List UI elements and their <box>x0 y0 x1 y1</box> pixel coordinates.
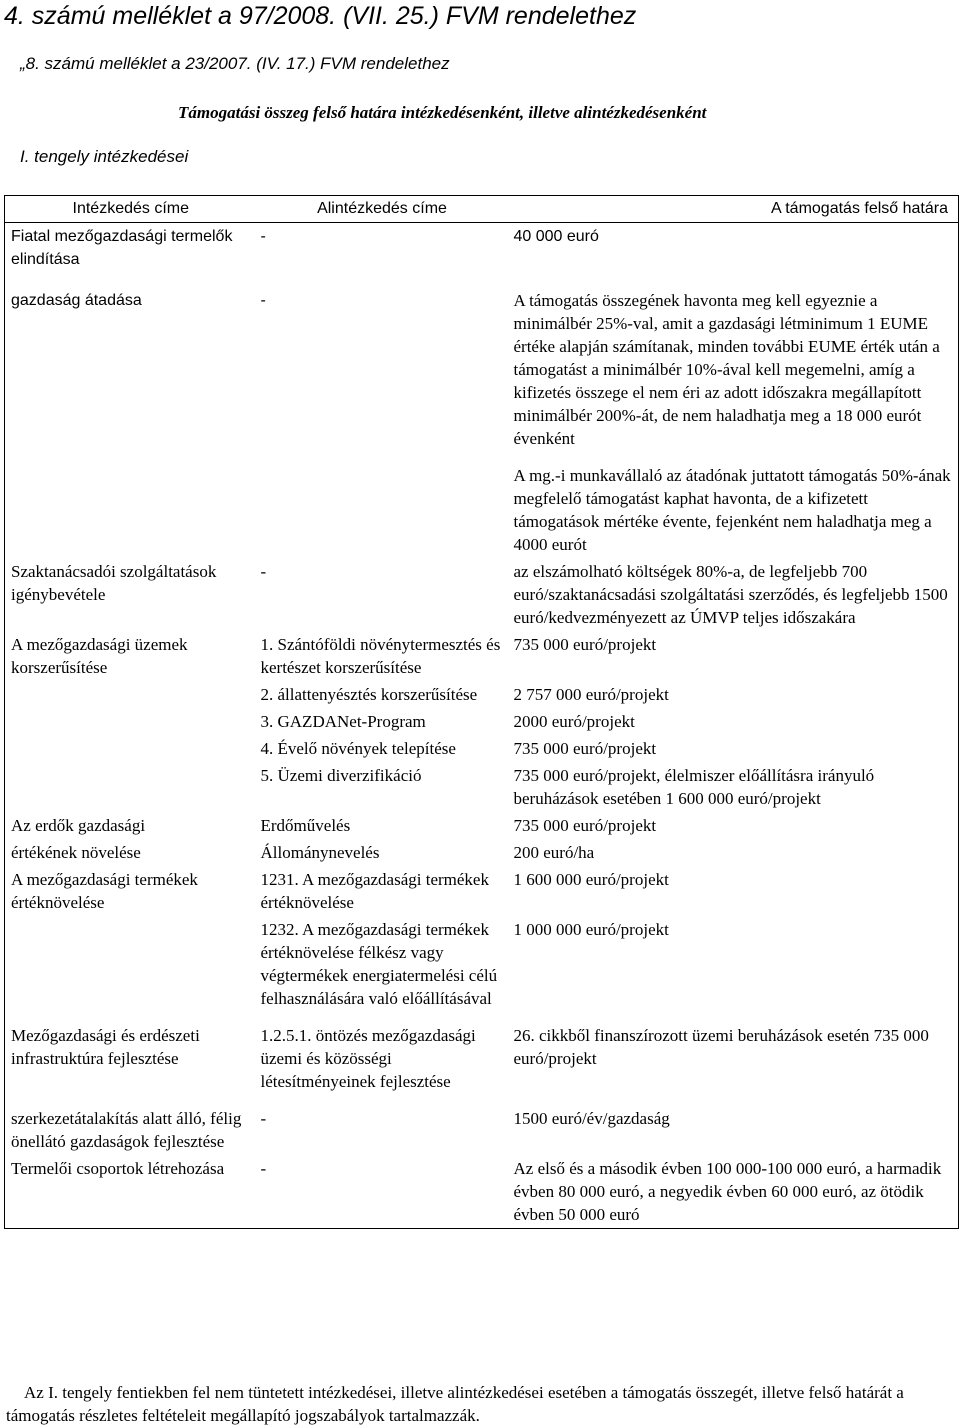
footer-note: Az I. tengely fentiekben fel nem tüntetett intézkedései, illetve alintézkedései esetében a támogatás összegét, illetve felső határát a támogatás részletes feltételeit megállapító jogszabályok tartalmazzák. <box>6 1383 904 1425</box>
annex-subheading: „8. számú melléklet a 23/2007. (IV. 17.) FVM rendelethez <box>20 54 450 73</box>
table-row <box>5 812 959 839</box>
measure-cell: szerkezetátalakítás alatt álló, félig önellátó gazdaságok fejlesztése <box>5 1105 255 1155</box>
column-header-limit: A támogatás felső határa <box>508 196 959 223</box>
limit-cell: 200 euró/ha <box>508 839 959 866</box>
support-limits-table <box>4 195 959 1229</box>
table-row <box>5 866 959 916</box>
limit-text-secondary: A mg.-i munkavállaló az átadónak juttatott támogatás 50%-ának megfelelő támogatást kaphat havonta, de a kifizetett támogatások mértéke évente, fejenként nem haladhatja meg a 4000 eurót <box>513 466 951 554</box>
submeasure-cell: Erdőművelés <box>260 816 351 835</box>
measure-cell: Fiatal mezőgazdasági termelők elindítása <box>5 223 255 274</box>
measure-cell: Mezőgazdasági és erdészeti infrastruktúra fejlesztése <box>5 1022 255 1105</box>
measure-cell: Termelői csoportok létrehozása <box>5 1155 255 1229</box>
submeasure-cell: 2. állattenyésztés korszerűsítése <box>260 685 478 704</box>
submeasure-cell: - <box>260 1109 267 1128</box>
column-header-submeasure: Alintézkedés címe <box>255 196 508 223</box>
limit-cell: 2 757 000 euró/projekt <box>508 681 959 708</box>
limit-cell: 735 000 euró/projekt <box>508 812 959 839</box>
submeasure-cell: 5. Üzemi diverzifikáció <box>260 766 422 785</box>
table-row <box>5 1022 959 1105</box>
limit-cell: 1 000 000 euró/projekt <box>508 916 959 1022</box>
measure-cell: Szaktanácsadói szolgáltatások igénybevétele <box>5 558 255 631</box>
table-row <box>5 1155 959 1229</box>
limit-cell: 1 600 000 euró/projekt <box>508 866 959 916</box>
submeasure-cell: - <box>255 1155 508 1229</box>
limit-cell: 735 000 euró/projekt <box>508 631 959 681</box>
limit-cell: 40 000 euró <box>508 223 959 274</box>
section-title: I. tengely intézkedései <box>20 147 189 166</box>
limit-cell <box>508 287 959 558</box>
table-row <box>5 558 959 631</box>
limit-cell: 735 000 euró/projekt, élelmiszer előállításra irányuló beruházások esetében 1 600 000 euró/projekt <box>508 762 959 812</box>
limit-cell: 735 000 euró/projekt <box>508 735 959 762</box>
measure-cell: Az erdők gazdasági <box>5 812 255 839</box>
column-header-measure: Intézkedés címe <box>5 196 255 223</box>
measure-cell: értékének növelése <box>5 839 255 866</box>
limit-text: A támogatás összegének havonta meg kell egyeznie a minimálbér 25%-val, amit a gazdasági létminimum 1 EUME értéke alapján számítanak, minden további EUME érték után a támogatást a minimálbér 10%-ával kell megemelni, amíg a kifizetés összege el nem éri az adott időszakra megállapított minimálbér 200%-át, de nem haladhatja meg a 18 000 eurót évenként <box>513 291 940 448</box>
submeasure-cell: 1232. A mezőgazdasági termékek értéknövelése félkész vagy végtermékek energiatermelési célú felhasználására való előállításával <box>260 920 498 1008</box>
submeasure-cell: 3. GAZDANet-Program <box>260 712 426 731</box>
table-row <box>5 223 959 274</box>
table-row <box>5 1105 959 1155</box>
limit-cell: 1500 euró/év/gazdaság <box>508 1105 959 1155</box>
measure-cell: gazdaság átadása <box>5 287 255 558</box>
submeasure-cell: 1. Szántóföldi növénytermesztés és kertészet korszerűsítése <box>260 635 501 677</box>
limit-cell: az elszámolható költségek 80%-a, de legfeljebb 700 euró/szaktanácsadási szolgáltatási szerződés, és legfeljebb 1500 euró/kedvezményezett az ÚMVP teljes időszakára <box>508 558 959 631</box>
table-row <box>5 287 959 558</box>
submeasure-cell: - <box>260 292 266 309</box>
table-row <box>5 631 959 681</box>
annex-heading: 4. számú melléklet a 97/2008. (VII. 25.) FVM rendelethez <box>4 2 637 30</box>
measure-cell: A mezőgazdasági termékek értéknövelése <box>5 866 255 1022</box>
submeasure-cell: 4. Évelő növények telepítése <box>260 739 456 758</box>
limit-cell: 2000 euró/projekt <box>508 708 959 735</box>
submeasure-cell: Állománynevelés <box>260 843 380 862</box>
measure-cell: A mezőgazdasági üzemek korszerűsítése <box>5 631 255 812</box>
submeasure-cell: - <box>260 228 266 245</box>
limit-cell: 26. cikkből finanszírozott üzemi beruházások esetén 735 000 euró/projekt <box>508 1022 959 1105</box>
submeasure-cell: - <box>260 562 267 581</box>
submeasure-cell: 1231. A mezőgazdasági termékek értéknövelése <box>260 870 489 912</box>
submeasure-cell: 1.2.5.1. öntözés mezőgazdasági üzemi és közösségi létesítményeinek fejlesztése <box>260 1026 476 1091</box>
limit-cell: Az első és a második évben 100 000-100 000 euró, a harmadik évben 80 000 euró, a negyedik évben 60 000 euró, az ötödik évben 50 000 euró <box>508 1155 959 1229</box>
table-row <box>5 839 959 866</box>
table-header-row <box>5 196 959 223</box>
document-title: Támogatási összeg felső határa intézkedésenként, illetve alintézkedésenként <box>178 103 707 122</box>
